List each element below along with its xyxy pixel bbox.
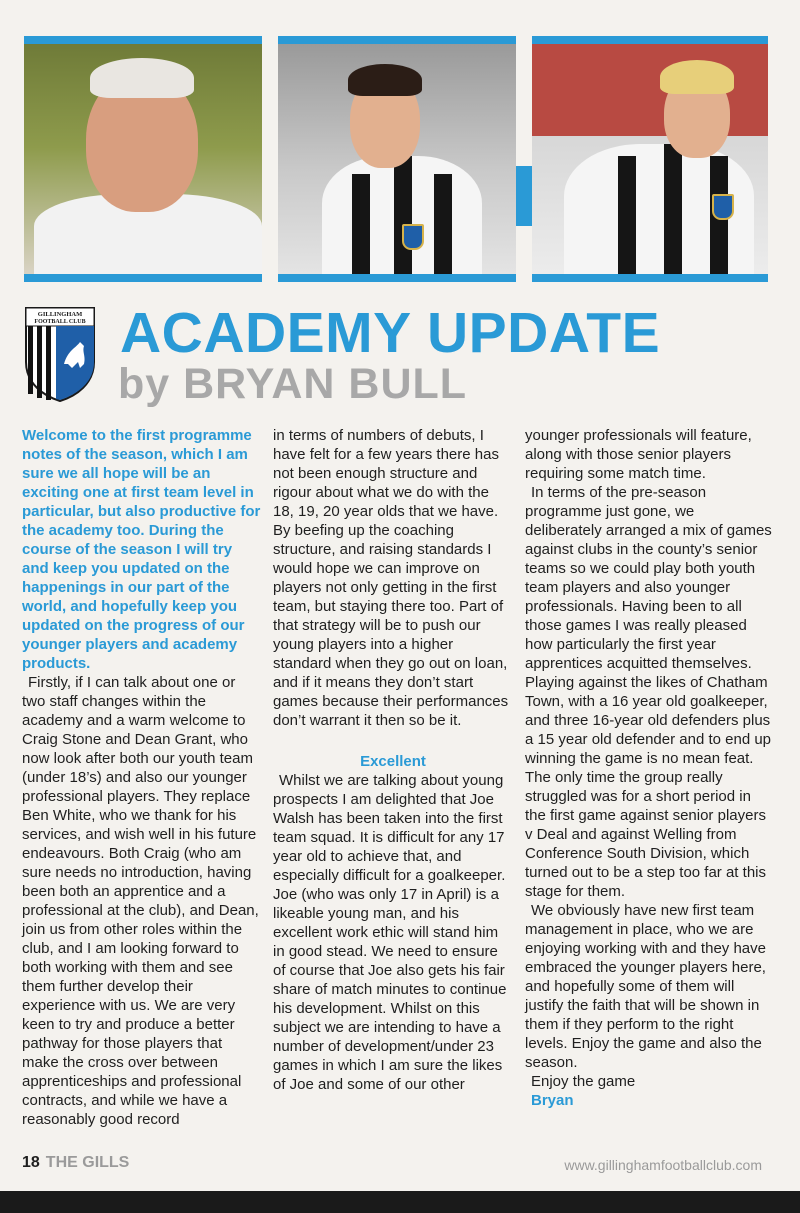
article-title: ACADEMY UPDATE bbox=[120, 301, 661, 365]
publication-name: THE GILLS bbox=[45, 1154, 130, 1171]
body-paragraph: younger professionals will feature, along with those senior players requiring some match time. bbox=[525, 427, 752, 482]
page-footer-left bbox=[22, 1154, 129, 1172]
article-column-3 bbox=[525, 426, 773, 1110]
club-crest-logo bbox=[24, 306, 96, 402]
article-column-2 bbox=[273, 426, 513, 1094]
intro-paragraph: Welcome to the first programme notes of the season, which I am sure we all hope will be an exciting one at first team level in particular, but also productive for the academy too. During the course of the season I will try and keep you updated on the happenings in our part of the world, and hopefully keep you updated on the progress of our younger players and academy products. bbox=[22, 427, 261, 672]
signature: Bryan bbox=[531, 1092, 574, 1109]
svg-text:GILLINGHAM: GILLINGHAM bbox=[37, 311, 83, 318]
photo-player-1 bbox=[278, 36, 516, 282]
body-paragraph: Firstly, if I can talk about one or two staff changes within the academy and a warm welcome to Craig Stone and Dean Grant, who now look after both our youth team (under 18’s) and also our younger professional players. They replace Ben White, who we thank for his services, and wish well in his future endeavours. Both Craig (who am sure needs no introduction, having been both an apprentice and a professional at the club), and Dean, join us from other roles within the club, and I am looking forward to both working with them and see them further develop their experience with us. We are very keen to try and produce a better pathway for those players that make the cross over between apprenticeships and professional contracts, and while we have a reasonably good record bbox=[22, 674, 259, 1128]
website-url: www.gillinghamfootballclub.com bbox=[564, 1157, 762, 1173]
page-number: 18 bbox=[22, 1154, 40, 1171]
photo-coach bbox=[24, 36, 262, 282]
article-column-1 bbox=[22, 426, 262, 1129]
body-paragraph: Whilst we are talking about young prospects I am delighted that Joe Walsh has been taken into the first team squad. It is difficult for any 17 year old to achieve that, and especially difficult for a goalkeeper. Joe (who was only 17 in April) is a likeable young man, and his excellent work ethic will stand him in good stead. We need to ensure of course that Joe also gets his fair share of match minutes to continue his development. Whilst on this subject we are intending to have a number of development/under 23 games in which I am sure the likes of Joe and some of our other bbox=[273, 772, 507, 1093]
page-edge bbox=[0, 1191, 800, 1213]
article-byline: by BRYAN BULL bbox=[118, 360, 468, 408]
body-paragraph: in terms of numbers of debuts, I have felt for a few years there has not been enough structure and rigour about what we do with the 18, 19, 20 year olds that we have. By beefing up the coaching structure, and raising standards I would hope we can improve on players not only getting in the first team, but staying there too. Part of that strategy will be to push our young players into a higher standard when they go out on loan, and if it means they don’t start games because their performances don’t warrant it then so be it. bbox=[273, 427, 509, 729]
svg-text:FOOTBALL CLUB: FOOTBALL CLUB bbox=[34, 319, 86, 325]
photo-player-2 bbox=[532, 36, 768, 282]
closing-line: Enjoy the game bbox=[531, 1073, 636, 1090]
divider-band bbox=[516, 166, 532, 226]
photo-strip bbox=[24, 36, 768, 282]
subheading: Excellent bbox=[360, 753, 426, 770]
body-paragraph: In terms of the pre-season programme just gone, we deliberately arranged a mix of games against clubs in the county’s senior teams so we could play both youth team players and also younger professionals. Having been to all those games I was really pleased how particularly the first year apprentices acquitted themselves. Playing against the likes of Chatham Town, with a 16 year old goalkeeper, and three 16-year old defenders plus a 15 year old defender and to end up winning the game is no mean feat. The only time the group really struggled was for a short period in the first game against senior players v Deal and against Welling from Conference South Division, which turned out to be a step too far at this stage for them. bbox=[525, 484, 772, 900]
body-paragraph: We obviously have new first team management in place, who we are enjoying working with and they have embraced the younger players here, and hopefully some of them will justify the faith that will be shown in them if they perform to the right levels. Enjoy the game and also the season. bbox=[525, 902, 766, 1071]
